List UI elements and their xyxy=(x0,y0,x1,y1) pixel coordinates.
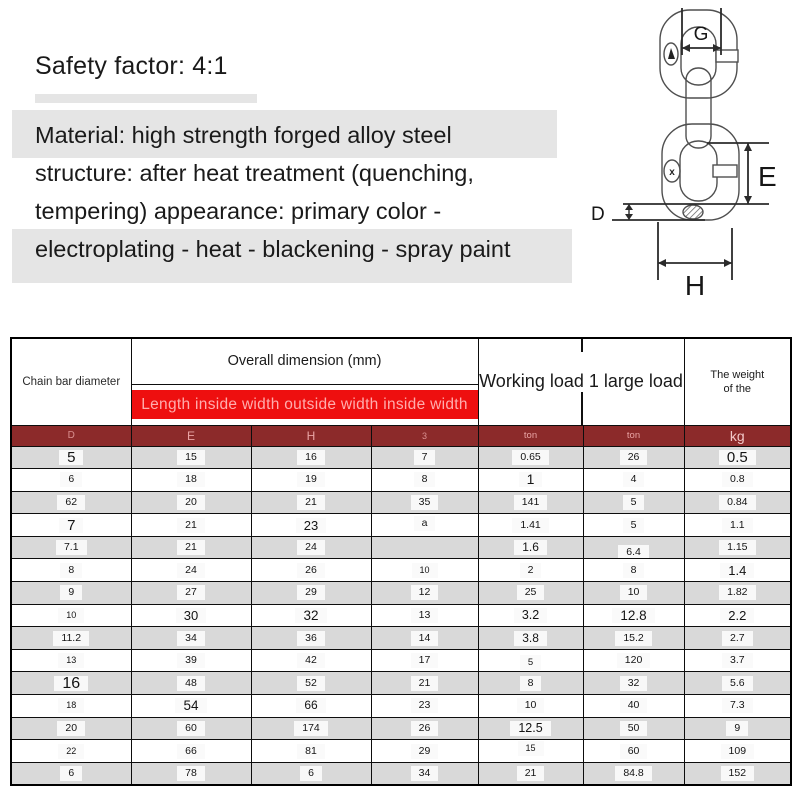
table-cell: 21 xyxy=(478,762,583,785)
table-cell: 39 xyxy=(131,649,251,672)
table-cell: 66 xyxy=(251,695,371,718)
table-cell: 0.8 xyxy=(684,469,791,492)
table-row xyxy=(11,649,791,672)
table-cell: 1.6 xyxy=(478,536,583,559)
material-line-1: Material: high strength forged alloy steel xyxy=(35,122,452,148)
table-cell: 34 xyxy=(131,627,251,650)
table-cell: 30 xyxy=(131,604,251,627)
table-row xyxy=(11,469,791,492)
table-row xyxy=(11,491,791,514)
table-row xyxy=(11,604,791,627)
table-cell: 7.1 xyxy=(11,536,131,559)
table-cell: 5 xyxy=(583,514,684,537)
table-cell: 16 xyxy=(251,446,371,469)
table-cell: a xyxy=(371,514,478,537)
table-cell: 18 xyxy=(11,695,131,718)
table-cell: 9 xyxy=(11,582,131,605)
table-cell: 78 xyxy=(131,762,251,785)
col-header-h: H xyxy=(251,425,371,446)
table-cell: 4 xyxy=(583,469,684,492)
overall-dimension-header: Overall dimension (mm) xyxy=(131,338,478,384)
table-cell: 5.6 xyxy=(684,672,791,695)
table-cell: 66 xyxy=(131,740,251,763)
table-cell: 1.82 xyxy=(684,582,791,605)
table-cell: 26 xyxy=(583,446,684,469)
sub-header-row xyxy=(11,425,791,446)
material-line-2: structure: after heat treatment (quenching, xyxy=(35,160,474,186)
table-row xyxy=(11,717,791,740)
table-row xyxy=(11,559,791,582)
safety-factor-text: Safety factor: 4:1 xyxy=(35,52,228,80)
table-cell: 21 xyxy=(371,672,478,695)
table-cell: 5 xyxy=(583,491,684,514)
table-cell: 6 xyxy=(11,762,131,785)
table-cell: 36 xyxy=(251,627,371,650)
table-cell xyxy=(371,536,478,559)
table-cell: 22 xyxy=(11,740,131,763)
table-body xyxy=(11,446,791,785)
col-header-e: E xyxy=(131,425,251,446)
table-cell: 8 xyxy=(11,559,131,582)
table-cell: 3.7 xyxy=(684,649,791,672)
col-header-ton-1: ton xyxy=(478,425,583,446)
table-row xyxy=(11,536,791,559)
table-cell: 35 xyxy=(371,491,478,514)
weight-header xyxy=(684,338,791,425)
table-cell: 12.5 xyxy=(478,717,583,740)
table-cell: 13 xyxy=(371,604,478,627)
dim-label-e: E xyxy=(758,161,777,192)
material-line-4: electroplating - heat - blackening - spray paint xyxy=(35,236,511,262)
spec-table xyxy=(10,337,792,786)
weight-header-line2: of the xyxy=(723,382,752,395)
length-width-banner: Length inside width outside width inside width xyxy=(132,390,478,419)
table-cell: 141 xyxy=(478,491,583,514)
table-cell: 7.3 xyxy=(684,695,791,718)
table-cell: 29 xyxy=(371,740,478,763)
table-row xyxy=(11,627,791,650)
stamp-mark-icon xyxy=(668,48,675,59)
table-cell: 12.8 xyxy=(583,604,684,627)
table-cell: 8 xyxy=(371,469,478,492)
weight-header-line1: The weight xyxy=(710,368,765,381)
table-row xyxy=(11,582,791,605)
table-cell: 15 xyxy=(131,446,251,469)
table-cell: 10 xyxy=(478,695,583,718)
table-row xyxy=(11,762,791,785)
table-row xyxy=(11,740,791,763)
table-cell: 27 xyxy=(131,582,251,605)
table-cell: 29 xyxy=(251,582,371,605)
table-cell: 2.7 xyxy=(684,627,791,650)
table-cell: 1.15 xyxy=(684,536,791,559)
dim-label-h: H xyxy=(684,270,706,300)
col-header-d: D xyxy=(11,425,131,446)
chain-bar-diameter-header: Chain bar diameter xyxy=(11,338,131,425)
table-cell: 52 xyxy=(251,672,371,695)
table-cell: 0.65 xyxy=(478,446,583,469)
table-cell: 5 xyxy=(11,446,131,469)
table-cell: 6.4 xyxy=(583,536,684,559)
table-cell: 84.8 xyxy=(583,762,684,785)
table-cell: 6 xyxy=(251,762,371,785)
table-cell: 20 xyxy=(131,491,251,514)
table-cell: 7 xyxy=(11,514,131,537)
table-cell: 1.4 xyxy=(684,559,791,582)
table-cell: 26 xyxy=(371,717,478,740)
table-cell: 10 xyxy=(11,604,131,627)
table-cell: 16 xyxy=(11,672,131,695)
table-cell: 60 xyxy=(131,717,251,740)
table-cell: 174 xyxy=(251,717,371,740)
table-cell: 1.1 xyxy=(684,514,791,537)
table-cell: 62 xyxy=(11,491,131,514)
table-row xyxy=(11,446,791,469)
table-cell: 54 xyxy=(131,695,251,718)
table-cell: 3.8 xyxy=(478,627,583,650)
table-cell: 10 xyxy=(583,582,684,605)
table-cell: 24 xyxy=(251,536,371,559)
table-cell: 11.2 xyxy=(11,627,131,650)
table-cell: 14 xyxy=(371,627,478,650)
highlight-strip xyxy=(35,94,257,103)
table-cell: 32 xyxy=(583,672,684,695)
table-cell: 3.2 xyxy=(478,604,583,627)
table-cell: 26 xyxy=(251,559,371,582)
table-cell: 120 xyxy=(583,649,684,672)
table-cell: 15 xyxy=(478,740,583,763)
table-cell: 17 xyxy=(371,649,478,672)
table-cell: 23 xyxy=(371,695,478,718)
table-cell: 9 xyxy=(684,717,791,740)
table-cell: 18 xyxy=(131,469,251,492)
table-cell: 32 xyxy=(251,604,371,627)
table-cell: 8 xyxy=(478,672,583,695)
col-header-3: 3 xyxy=(371,425,478,446)
table-cell: 5 xyxy=(478,649,583,672)
table-cell: 6 xyxy=(11,469,131,492)
table-cell: 21 xyxy=(131,536,251,559)
table-cell: 15.2 xyxy=(583,627,684,650)
table-cell: 1.41 xyxy=(478,514,583,537)
table-cell: 42 xyxy=(251,649,371,672)
table-row xyxy=(11,695,791,718)
table-cell: 23 xyxy=(251,514,371,537)
table-cell: 13 xyxy=(11,649,131,672)
grade-mark-icon: x xyxy=(669,167,675,178)
dimension-lines xyxy=(612,8,769,280)
table-cell: 34 xyxy=(371,762,478,785)
table-cell: 21 xyxy=(251,491,371,514)
dim-label-d: D xyxy=(591,204,605,225)
table-cell: 109 xyxy=(684,740,791,763)
banner-cell xyxy=(131,384,478,425)
material-line-3: tempering) appearance: primary color - xyxy=(35,198,442,224)
table-cell: 21 xyxy=(131,514,251,537)
table-cell: 40 xyxy=(583,695,684,718)
table-cell: 12 xyxy=(371,582,478,605)
table-cell: 19 xyxy=(251,469,371,492)
working-load-header: Working load 1 large load xyxy=(478,338,684,425)
table-cell: 2 xyxy=(478,559,583,582)
col-header-ton-2: ton xyxy=(583,425,684,446)
table-cell: 60 xyxy=(583,740,684,763)
table-cell: 8 xyxy=(583,559,684,582)
table-cell: 10 xyxy=(371,559,478,582)
chain-diagram xyxy=(585,0,795,300)
table-cell: 48 xyxy=(131,672,251,695)
material-description xyxy=(35,116,595,268)
col-header-kg: kg xyxy=(684,425,791,446)
table-cell: 7 xyxy=(371,446,478,469)
table-cell: 24 xyxy=(131,559,251,582)
table-cell: 25 xyxy=(478,582,583,605)
table-row xyxy=(11,514,791,537)
table-cell: 50 xyxy=(583,717,684,740)
table-cell: 152 xyxy=(684,762,791,785)
table-row xyxy=(11,672,791,695)
table-cell: 81 xyxy=(251,740,371,763)
table-cell: 0.84 xyxy=(684,491,791,514)
table-cell: 1 xyxy=(478,469,583,492)
table-cell: 20 xyxy=(11,717,131,740)
table-cell: 0.5 xyxy=(684,446,791,469)
dim-label-g: G xyxy=(693,24,709,45)
table-cell: 2.2 xyxy=(684,604,791,627)
